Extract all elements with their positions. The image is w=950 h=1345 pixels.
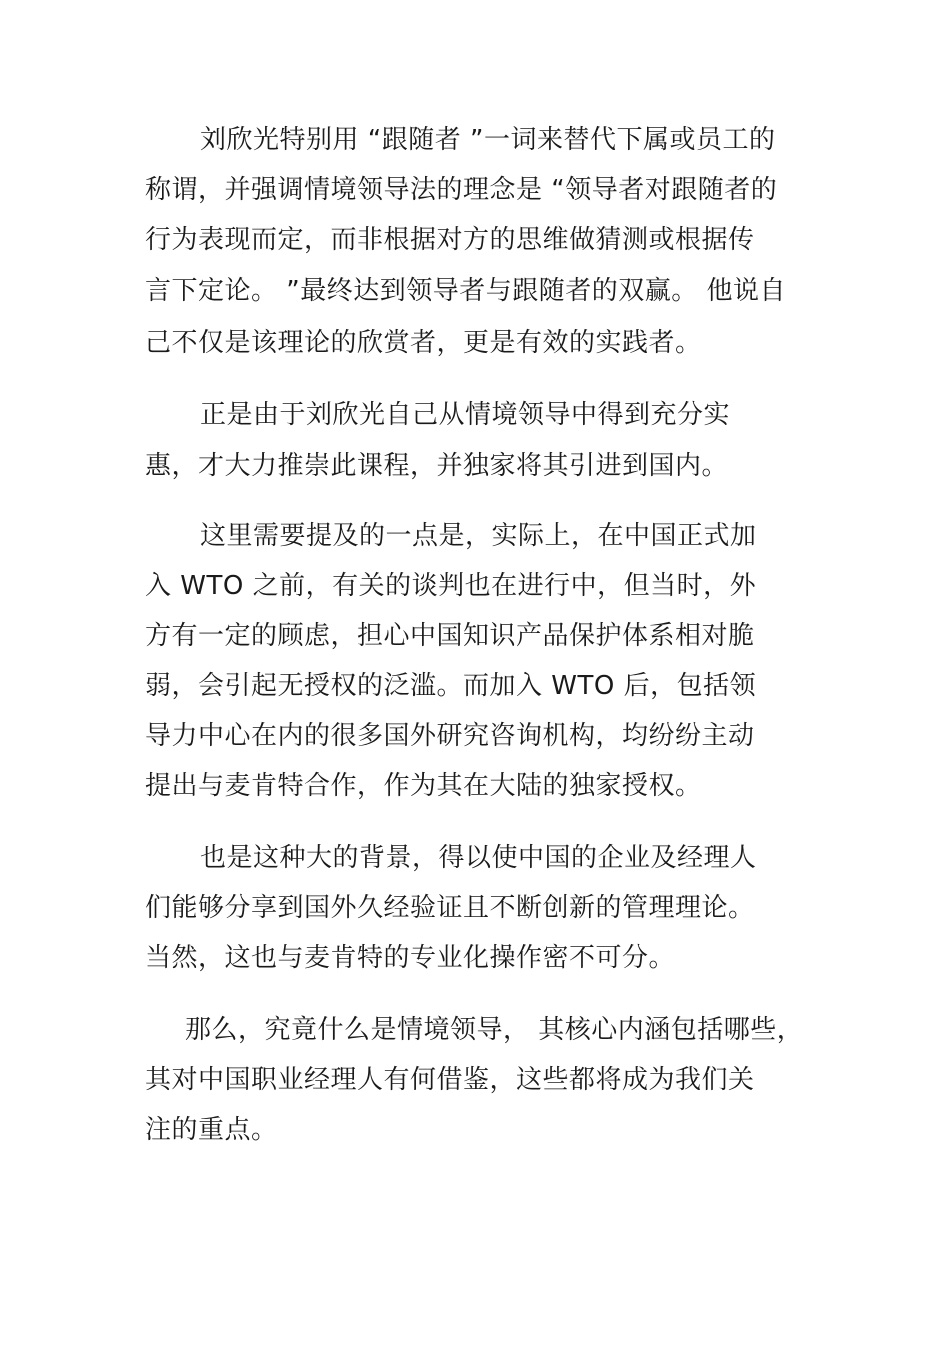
text-line: 也是这种大的背景，得以使中国的企业及经理人 — [200, 843, 757, 873]
text-line: 言下定论。 ”最终达到领导者与跟随者的双赢。 他说自 — [145, 276, 786, 306]
text-line: 注的重点。 — [145, 1115, 278, 1145]
text-line: 称谓，并强调情境领导法的理念是 “领导者对跟随者的 — [145, 175, 778, 205]
text-line: 行为表现而定，而非根据对方的思维做猜测或根据传 — [145, 225, 755, 255]
text-line: 惠，才大力推崇此课程，并独家将其引进到国内。 — [145, 451, 729, 481]
text-line: 刘欣光特别用 “跟随者 ”一词来替代下属或员工的 — [200, 125, 776, 155]
text-line: 这里需要提及的一点是，实际上，在中国正式加 — [200, 521, 757, 551]
text-line: 那么，究竟什么是情境领导， 其核心内涵包括哪些， — [185, 1015, 804, 1045]
text-line: 方有一定的顾虑，担心中国知识产品保护体系相对脆 — [145, 621, 755, 651]
text-line: 当然，这也与麦肯特的专业化操作密不可分。 — [145, 943, 676, 973]
text-line: 们能够分享到国外久经验证且不断创新的管理理论。 — [145, 893, 755, 923]
text-line: 正是由于刘欣光自己从情境领导中得到充分实 — [200, 400, 731, 430]
text-line: 其对中国职业经理人有何借鉴，这些都将成为我们关 — [145, 1065, 755, 1095]
text-line: 入 WTO 之前，有关的谈判也在进行中，但当时，外 — [145, 571, 757, 601]
text-line: 提出与麦肯特合作，作为其在大陆的独家授权。 — [145, 771, 702, 801]
text-line: 弱，会引起无授权的泛滥。而加入 WTO 后，包括领 — [145, 671, 757, 701]
text-line: 导力中心在内的很多国外研究咨询机构，均纷纷主动 — [145, 721, 755, 751]
text-line: 己不仅是该理论的欣赏者，更是有效的实践者。 — [145, 328, 702, 358]
